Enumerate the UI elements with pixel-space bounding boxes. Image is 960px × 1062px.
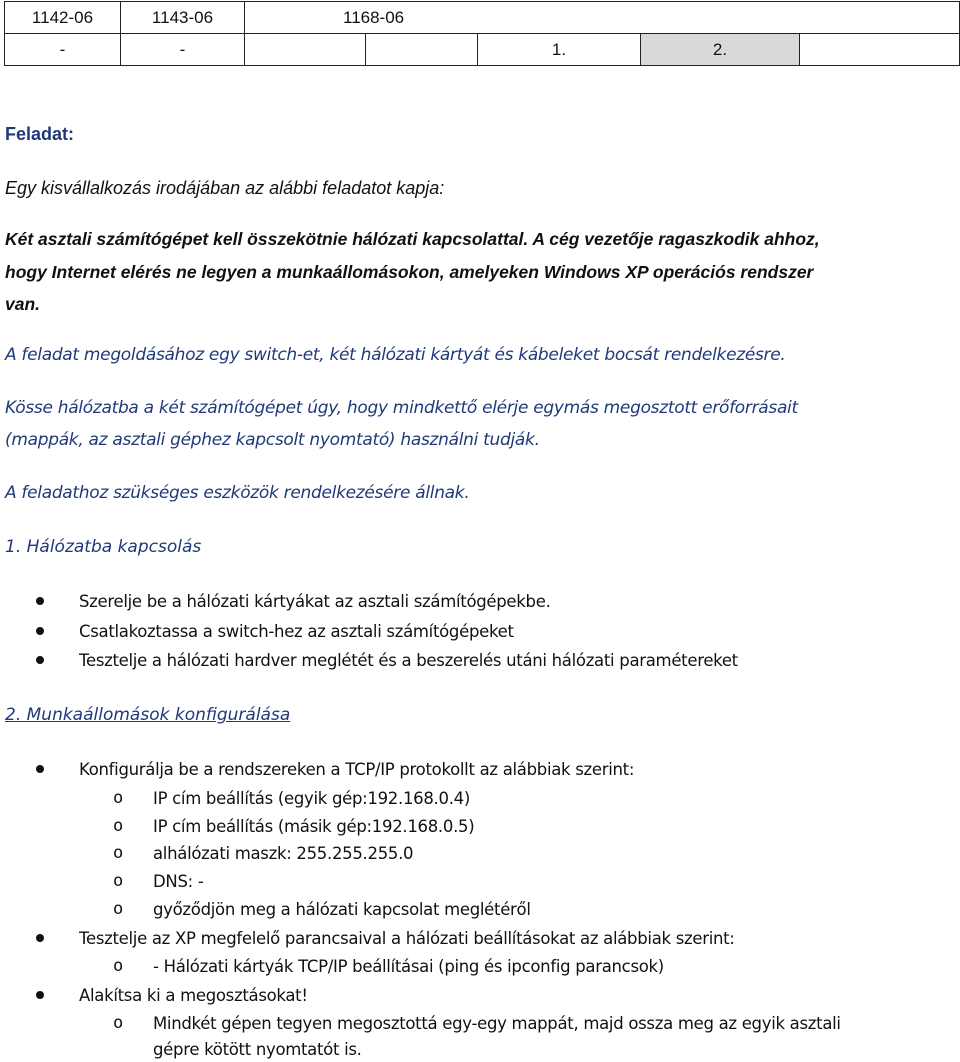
task-intro: Egy kisvállalkozás irodájában az alábbi feladatot kapja: (5, 178, 445, 198)
header-cell-code-1: 1142-06 (5, 2, 121, 34)
section1-bullet-1 (36, 588, 551, 614)
task-description-line-3: van. (5, 294, 41, 314)
bullet-dot-icon (36, 597, 44, 605)
section1-bullet-1-text: Szerelje be a hálózati kártyákat az asztali számítógépekbe. (79, 591, 551, 611)
sub-bullet-marker: o (113, 843, 123, 863)
sub-bullet-marker: o (113, 1013, 123, 1033)
section2-bullet-1-text: Konfigurálja be a rendszereken a TCP/IP protokollt az alábbiak szerint: (79, 759, 635, 779)
task-paragraph-2-line-2: (mappák, az asztali géphez kapcsolt nyomtató) használni tudják. (5, 430, 540, 450)
header-cell-code-3: 1168-06 (245, 2, 960, 34)
section2-bullet-1 (36, 756, 634, 782)
section2-sub-7 (113, 1010, 841, 1036)
sub-bullet-marker: o (113, 871, 123, 891)
section2-sub-7-text: Mindkét gépen tegyen megosztottá egy-egy mappát, majd ossza meg az egyik asztali (153, 1013, 841, 1033)
header-cell-task-2: - (121, 34, 245, 66)
header-cell-empty-b (366, 34, 478, 66)
section2-sub-4 (113, 868, 203, 894)
bullet-dot-icon (36, 656, 44, 664)
header-table (4, 1, 960, 66)
header-cell-empty-a (245, 34, 366, 66)
task-paragraph-2-line-1: Kösse hálózatba a két számítógépet úgy, hogy mindkettő elérje egymás megosztott erőforrásait (5, 398, 798, 418)
sub-bullet-marker: o (113, 956, 123, 976)
bullet-dot-icon (36, 991, 44, 999)
header-cell-task-3: 1. (478, 34, 641, 66)
section2-sub-1-text: IP cím beállítás (egyik gép:192.168.0.4) (153, 788, 470, 808)
section2-heading: 2. Munkaállomások konfigurálása (5, 705, 291, 725)
section2-bullet-3-text: Alakítsa ki a megosztásokat! (79, 985, 308, 1005)
section1-bullet-2 (36, 618, 514, 644)
sub-bullet-marker: o (113, 816, 123, 836)
sub-bullet-marker: o (113, 788, 123, 808)
section1-heading: 1. Hálózatba kapcsolás (5, 537, 202, 557)
section1-bullet-3 (36, 647, 738, 673)
section2-sub-7-continuation: gépre kötött nyomtatót is. (153, 1039, 362, 1059)
section2-bullet-3 (36, 982, 308, 1008)
section2-sub-3-text: alhálózati maszk: 255.255.255.0 (153, 843, 414, 863)
section1-bullet-2-text: Csatlakoztassa a switch-hez az asztali számítógépeket (79, 621, 514, 641)
bullet-dot-icon (36, 765, 44, 773)
section1-bullet-3-text: Tesztelje a hálózati hardver meglétét és a beszerelés utáni hálózati paramétereket (79, 650, 738, 670)
section2-sub-5-text: győződjön meg a hálózati kapcsolat meglétéről (153, 899, 531, 919)
section2-bullet-2-text: Tesztelje az XP megfelelő parancsaival a hálózati beállításokat az alábbiak szerint: (79, 928, 735, 948)
task-label: Feladat: (5, 124, 75, 144)
section2-sub-5 (113, 896, 531, 922)
section2-bullet-2 (36, 925, 735, 951)
section2-sub-6 (113, 953, 664, 979)
bullet-dot-icon (36, 627, 44, 635)
header-cell-task-1: - (5, 34, 121, 66)
sub-bullet-marker: o (113, 899, 123, 919)
section2-sub-2 (113, 813, 474, 839)
header-cell-empty-c (800, 34, 960, 66)
task-description-line-2: hogy Internet elérés ne legyen a munkaállomásokon, amelyeken Windows XP operációs rendszer (5, 262, 814, 282)
header-row-codes (5, 2, 960, 34)
section2-sub-4-text: DNS: - (153, 871, 204, 891)
header-row-tasks (5, 34, 960, 66)
header-cell-task-4: 2. (641, 34, 800, 66)
section2-sub-1 (113, 785, 470, 811)
section2-sub-6-text: - Hálózati kártyák TCP/IP beállításai (ping és ipconfig parancsok) (153, 956, 664, 976)
task-paragraph-1: A feladat megoldásához egy switch-et, két hálózati kártyát és kábeleket bocsát rendelkezésre. (5, 345, 786, 365)
task-paragraph-3: A feladathoz szükséges eszközök rendelkezésére állnak. (5, 483, 470, 503)
header-cell-code-2: 1143-06 (121, 2, 245, 34)
task-description-line-1: Két asztali számítógépet kell összekötnie hálózati kapcsolattal. A cég vezetője ragaszkodik ahhoz, (5, 229, 820, 249)
section2-sub-3 (113, 840, 413, 866)
section2-sub-2-text: IP cím beállítás (másik gép:192.168.0.5) (153, 816, 475, 836)
bullet-dot-icon (36, 934, 44, 942)
